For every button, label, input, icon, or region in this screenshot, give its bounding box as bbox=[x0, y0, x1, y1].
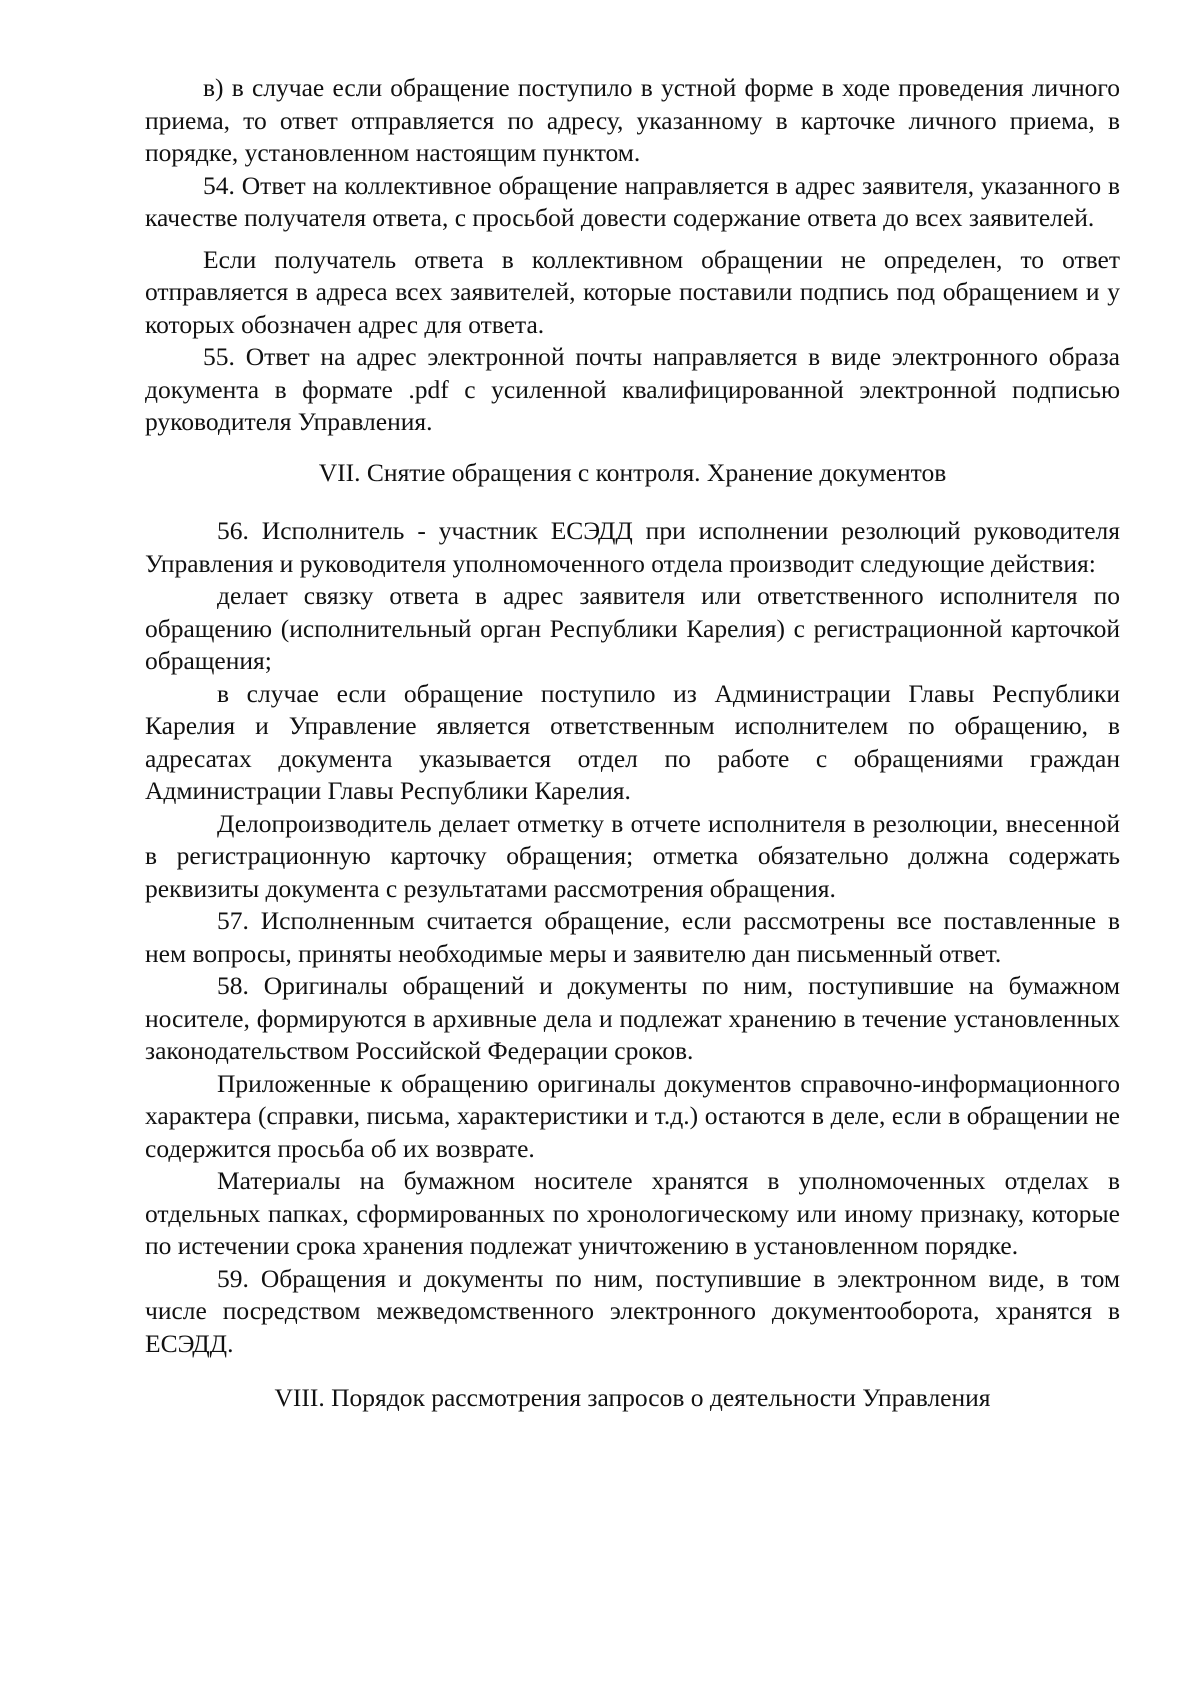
section-7-heading: VII. Снятие обращения с контроля. Хранение документов bbox=[318, 457, 947, 487]
document-body bbox=[145, 72, 1120, 1415]
paragraph-57: 57. Исполненным считается обращение, если рассмотрены все поставленные в нем вопросы, приняты необходимые меры и заявителю дан письменный ответ. bbox=[145, 906, 1120, 968]
paragraph-58-materials: Материалы на бумажном носителе хранятся в уполномоченных отделах в отдельных папках, сформированных по хронологическому или иному признаку, которые по истечении срока хранения подлежат уничтожению в установленном порядке. bbox=[145, 1166, 1120, 1260]
paragraph-53v: в) в случае если обращение поступило в устной форме в ходе проведения личного приема, то ответ отправляется по адресу, указанному в карточке личного приема, в порядке, установленном настоящим пунктом. bbox=[145, 73, 1120, 167]
paragraph-56: 56. Исполнитель - участник ЕСЭДД при исполнении резолюций руководителя Управления и руководителя уполномоченного отдела производит следующие действия: bbox=[145, 516, 1120, 578]
paragraph-56-administration: в случае если обращение поступило из Администрации Главы Республики Карелия и Управление является ответственным исполнителем по обращению, в адресатах документа указывается отдел по работе с обращениями граждан Администрации Главы Республики Карелия. bbox=[145, 678, 1120, 805]
paragraph-58-attachments: Приложенные к обращению оригиналы документов справочно-информационного характера (справки, письма, характеристики и т.д.) остаются в деле, если в обращении не содержится просьба об их возврате. bbox=[145, 1068, 1120, 1163]
paragraph-54: 54. Ответ на коллективное обращение направляется в адрес заявителя, указанного в качестве получателя ответа, с просьбой довести содержание ответа до всех заявителей. bbox=[145, 170, 1120, 232]
paragraph-56-clerk: Делопроизводитель делает отметку в отчете исполнителя в резолюции, внесенной в регистрационную карточку обращения; отметка обязательно должна содержать реквизиты документа с результатами рассмотрения обращения. bbox=[145, 808, 1120, 903]
section-8-heading: VIII. Порядок рассмотрения запросов о деятельности Управления bbox=[274, 1383, 991, 1412]
paragraph-54-collective: Если получатель ответа в коллективном обращении не определен, то ответ отправляется в адреса всех заявителей, которые поставили подпись под обращением и у которых обозначен адрес для ответа. bbox=[145, 244, 1120, 339]
paragraph-55: 55. Ответ на адрес электронной почты направляется в виде электронного образа документа в формате .pdf с усиленной квалифицированной электронной подписью руководителя Управления. bbox=[145, 342, 1120, 436]
paragraph-59: 59. Обращения и документы по ним, поступившие в электронном виде, в том числе посредством межведомственного электронного документооборота, хранятся в ЕСЭДД. bbox=[145, 1263, 1120, 1358]
paragraph-56-link: делает связку ответа в адрес заявителя или ответственного исполнителя по обращению (исполнительный орган Республики Карелия) с регистрационной карточкой обращения; bbox=[145, 581, 1120, 675]
paragraph-58: 58. Оригиналы обращений и документы по ним, поступившие на бумажном носителе, формируются в архивные дела и подлежат хранению в течение установленных законодательством Российской Федерации сроков. bbox=[145, 971, 1120, 1065]
